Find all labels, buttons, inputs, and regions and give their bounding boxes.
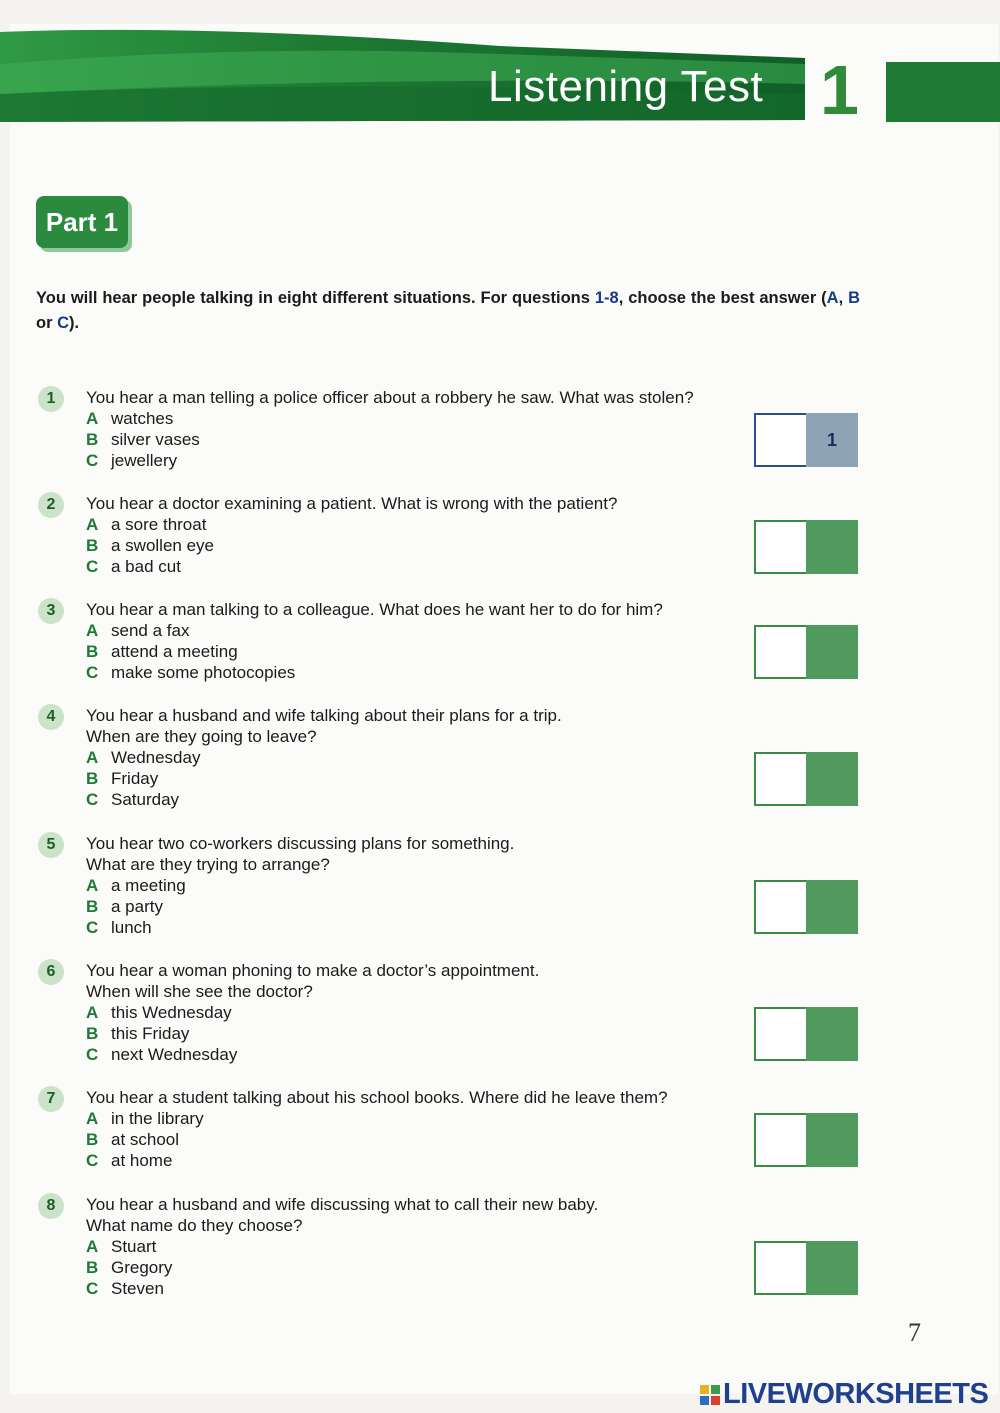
answer-box-7 xyxy=(754,1113,858,1167)
question-line: When will she see the doctor? xyxy=(86,982,313,1001)
option-c xyxy=(86,789,776,810)
question-number: 3 xyxy=(38,598,64,624)
answer-box-4 xyxy=(754,752,858,806)
option-a xyxy=(86,1108,776,1129)
option-text: watches xyxy=(111,409,174,428)
option-text: Wednesday xyxy=(111,748,201,767)
instructions-post: ). xyxy=(69,314,80,332)
question-number: 1 xyxy=(38,386,64,412)
option-c xyxy=(86,1278,776,1299)
page-number: 7 xyxy=(908,1318,921,1347)
test-number: 1 xyxy=(820,51,859,129)
option-b xyxy=(86,1257,776,1278)
option-text: Saturday xyxy=(111,790,180,809)
question-text xyxy=(86,387,776,471)
option-letter: A xyxy=(86,1003,99,1022)
instructions-pre: You will hear people talking in eight different situations. For questions xyxy=(36,289,595,307)
option-letter: A xyxy=(86,409,99,428)
option-text: jewellery xyxy=(111,451,178,470)
question-line: When are they going to leave? xyxy=(86,727,317,746)
answer-input-6[interactable] xyxy=(754,1007,808,1061)
option-text: next Wednesday xyxy=(111,1045,238,1064)
question-text xyxy=(86,960,776,1065)
instructions-b: B xyxy=(848,289,860,307)
instructions-range: 1-8 xyxy=(594,289,619,307)
option-text: at school xyxy=(111,1130,180,1149)
question-line: You hear a man talking to a colleague. What does he want her to do for him? xyxy=(86,600,663,619)
option-letter: A xyxy=(86,1109,99,1128)
option-text: attend a meeting xyxy=(111,642,238,661)
option-text: Friday xyxy=(111,769,159,788)
answer-input-1[interactable] xyxy=(754,413,808,467)
option-letter: B xyxy=(86,642,99,661)
instructions-mid: , choose the best answer ( xyxy=(618,289,827,307)
option-letter: B xyxy=(86,1130,99,1149)
option-b xyxy=(86,1129,776,1150)
option-a xyxy=(86,875,776,896)
option-text: at home xyxy=(111,1151,173,1170)
answer-input-7[interactable] xyxy=(754,1113,808,1167)
option-text: this Friday xyxy=(111,1024,190,1043)
option-a xyxy=(86,514,776,535)
option-letter: C xyxy=(86,663,99,682)
answer-shade xyxy=(806,1241,858,1295)
instructions-c: C xyxy=(57,314,70,332)
part-badge: Part 1 xyxy=(36,196,128,248)
option-letter: C xyxy=(86,557,99,576)
option-letter: B xyxy=(86,1024,99,1043)
question-line: You hear a husband and wife discussing what to call their new baby. xyxy=(86,1195,599,1214)
option-letter: B xyxy=(86,1258,99,1277)
answer-box-3 xyxy=(754,625,858,679)
option-letter: B xyxy=(86,536,99,555)
liveworksheets-logo[interactable] xyxy=(700,1378,988,1411)
option-c xyxy=(86,1150,776,1171)
option-text: a swollen eye xyxy=(111,536,215,555)
option-letter: B xyxy=(86,430,99,449)
option-text: Gregory xyxy=(111,1258,173,1277)
answer-input-2[interactable] xyxy=(754,520,808,574)
option-letter: C xyxy=(86,790,99,809)
answer-input-8[interactable] xyxy=(754,1241,808,1295)
question-text xyxy=(86,1194,776,1299)
option-text: Stuart xyxy=(111,1237,157,1256)
question-text xyxy=(86,599,776,683)
option-a xyxy=(86,747,776,768)
option-text: make some photocopies xyxy=(111,663,296,682)
option-letter: C xyxy=(86,1151,99,1170)
option-c xyxy=(86,1044,776,1065)
option-a xyxy=(86,408,776,429)
answer-shade xyxy=(806,752,858,806)
option-b xyxy=(86,535,776,556)
question-text xyxy=(86,705,776,810)
option-b xyxy=(86,768,776,789)
question-text xyxy=(86,1087,776,1171)
option-letter: B xyxy=(86,897,99,916)
option-letter: C xyxy=(86,918,99,937)
option-letter: A xyxy=(86,876,99,895)
question-number: 2 xyxy=(38,492,64,518)
option-text: in the library xyxy=(111,1109,204,1128)
option-text: silver vases xyxy=(111,430,200,449)
liveworksheets-text: LIVEWORKSHEETS xyxy=(723,1378,989,1410)
option-letter: C xyxy=(86,451,99,470)
option-b xyxy=(86,641,776,662)
answer-box-5 xyxy=(754,880,858,934)
answer-shade xyxy=(806,880,858,934)
option-b xyxy=(86,1023,776,1044)
option-text: a party xyxy=(111,897,163,916)
test-title: Listening Test xyxy=(488,62,764,111)
question-line: You hear a woman phoning to make a doctor’s appointment. xyxy=(86,961,540,980)
question-text xyxy=(86,833,776,938)
answer-box-2 xyxy=(754,520,858,574)
answer-input-3[interactable] xyxy=(754,625,808,679)
answer-shade xyxy=(806,1113,858,1167)
option-letter: A xyxy=(86,748,99,767)
header-right-block xyxy=(886,62,1000,122)
answer-input-5[interactable] xyxy=(754,880,808,934)
option-text: a bad cut xyxy=(111,557,181,576)
instructions-or: or xyxy=(36,314,58,332)
option-letter: C xyxy=(86,1045,99,1064)
instructions xyxy=(36,286,860,336)
option-a xyxy=(86,1236,776,1257)
option-letter: A xyxy=(86,621,99,640)
answer-box-8 xyxy=(754,1241,858,1295)
question-line: You hear a man telling a police officer about a robbery he saw. What was stolen? xyxy=(86,388,694,407)
answer-box-1 xyxy=(754,413,858,467)
question-line: You hear a student talking about his school books. Where did he leave them? xyxy=(86,1088,668,1107)
question-line: What are they trying to arrange? xyxy=(86,855,330,874)
option-c xyxy=(86,450,776,471)
question-number: 4 xyxy=(38,704,64,730)
question-number: 7 xyxy=(38,1086,64,1112)
question-text xyxy=(86,493,776,577)
option-text: a sore throat xyxy=(111,515,207,534)
instructions-comma: , xyxy=(838,289,849,307)
instructions-a: A xyxy=(826,289,839,307)
question-line: What name do they choose? xyxy=(86,1216,303,1235)
question-line: You hear a husband and wife talking about their plans for a trip. xyxy=(86,706,562,725)
question-number: 6 xyxy=(38,959,64,985)
option-c xyxy=(86,556,776,577)
option-text: Steven xyxy=(111,1279,164,1298)
answer-input-4[interactable] xyxy=(754,752,808,806)
option-text: send a fax xyxy=(111,621,190,640)
option-letter: B xyxy=(86,769,99,788)
option-letter: C xyxy=(86,1279,99,1298)
option-text: a meeting xyxy=(111,876,186,895)
option-a xyxy=(86,620,776,641)
option-letter: A xyxy=(86,515,99,534)
question-line: You hear two co-workers discussing plans for something. xyxy=(86,834,515,853)
question-line: You hear a doctor examining a patient. What is wrong with the patient? xyxy=(86,494,618,513)
option-text: lunch xyxy=(111,918,152,937)
option-a xyxy=(86,1002,776,1023)
question-number: 5 xyxy=(38,832,64,858)
answer-shade xyxy=(806,625,858,679)
option-b xyxy=(86,429,776,450)
option-text: this Wednesday xyxy=(111,1003,232,1022)
question-number: 8 xyxy=(38,1193,64,1219)
answer-box-6 xyxy=(754,1007,858,1061)
option-letter: A xyxy=(86,1237,99,1256)
answer-shade xyxy=(806,520,858,574)
example-answer-cell: 1 xyxy=(806,413,858,467)
liveworksheets-mark-icon xyxy=(700,1385,720,1405)
option-b xyxy=(86,896,776,917)
option-c xyxy=(86,662,776,683)
option-c xyxy=(86,917,776,938)
answer-shade xyxy=(806,1007,858,1061)
